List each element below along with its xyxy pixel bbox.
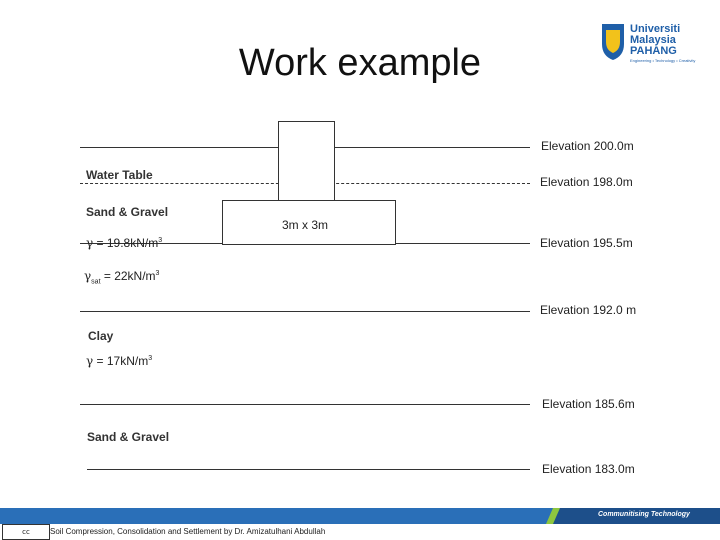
logo-line-1: Universiti xyxy=(630,23,681,35)
sand-gravel-unit-weight: $\gamma = 19.8kN/m^3$ xyxy=(86,236,163,250)
clay-unit-weight: $\gamma = 17kN/m^3$ xyxy=(86,354,153,368)
footing-column xyxy=(278,121,335,202)
slide-title: Work example xyxy=(238,42,482,84)
elevation-label: Elevation 192.0 m xyxy=(540,303,637,317)
elevation-label: Elevation 185.6m xyxy=(542,397,635,411)
clay-label: Clay xyxy=(88,329,114,343)
creative-commons-badge: cc xyxy=(2,524,50,540)
line-elevation-185-6 xyxy=(80,404,530,405)
logo-line-2: Malaysia xyxy=(630,34,676,46)
sand-gravel-label: Sand & Gravel xyxy=(86,205,169,219)
sand-gravel-saturated-unit-weight: $\gamma_{sat} = 22kN/m^3$ xyxy=(84,269,160,286)
line-elevation-183 xyxy=(87,469,530,470)
footer-credit: Soil Compression, Consolidation and Settlement by Dr. Amizatulhani Abdullah xyxy=(50,527,326,536)
elevation-label: Elevation 198.0m xyxy=(540,175,633,189)
elevation-label: Elevation 183.0m xyxy=(542,462,635,476)
elevation-label: Elevation 195.5m xyxy=(540,236,633,250)
university-logo xyxy=(600,22,696,66)
logo-tagline: Engineering • Technology • Creativity xyxy=(630,58,696,63)
footer-slogan: Communitising Technology xyxy=(598,511,690,518)
shield-icon xyxy=(600,22,626,62)
water-table-label: Water Table xyxy=(86,168,153,182)
line-elevation-192 xyxy=(80,311,530,312)
logo-line-3: PAHANG xyxy=(630,45,677,57)
footing-label: 3m x 3m xyxy=(282,218,329,232)
bottom-sand-gravel-label: Sand & Gravel xyxy=(87,430,170,444)
elevation-label: Elevation 200.0m xyxy=(541,139,634,153)
